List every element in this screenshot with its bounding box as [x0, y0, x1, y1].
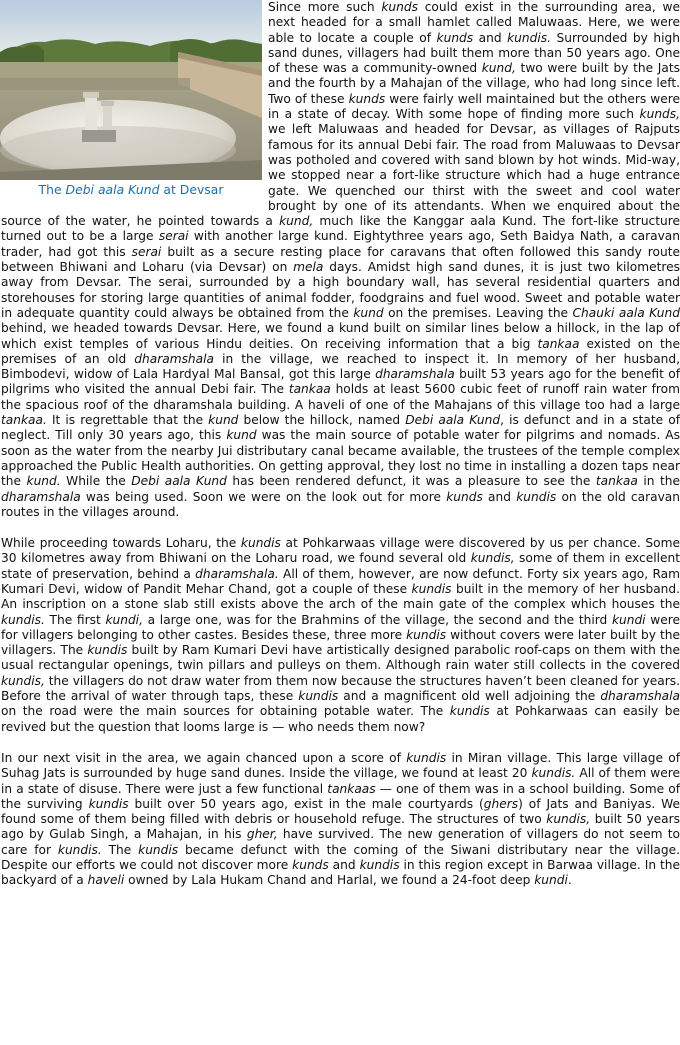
text-run: we left Maluwaas and headed for Devsar, as villages of Rajputs famous for its annual Debi fair. The road from Maluwaas to Devsar was potholed and covered with sand blown by hot winds. Mid-way, we stopped near a fort-like structure which had a huge entrance gate. We quenched our thirst with the sweet and cool water brought by one of its attendants. When we enquired about the source of the water, he pointed towards a	[1, 122, 680, 229]
text-run: days. Amidst high sand dunes, it is just two kilometres away from Devsar. The serai, surrounded by a high boundary wall, has several residential quarters and storehouses for storing large quantities of animal fodder, foodgrains and fuel wood. Sweet and potable water in adequate quantity could always be obtained from the	[1, 260, 680, 320]
italic-term: Debi aala Kund	[131, 474, 227, 489]
text-run: without covers were later built by the villagers. The	[1, 627, 680, 658]
text-run: built 53 years ago for the benefit of pilgrims who visited the annual Debi fair. The	[1, 367, 680, 397]
text-run: two were built by the Jats and the fourth by a Mahajan of the village, who had long since left. Two of these	[268, 61, 680, 106]
text-run: All of them were in a state of disuse. There were just a few functional	[1, 766, 680, 796]
italic-term: kunds	[446, 489, 483, 504]
text-run: built as a secure resting place for caravans that often followed this sandy route between Bhiwani and Loharu (via Devsar) on	[1, 244, 680, 275]
caption-location: at Devsar	[159, 182, 224, 197]
italic-term: kundis	[88, 796, 129, 811]
italic-term: kund,	[481, 61, 516, 76]
paragraph-miran	[1, 751, 680, 889]
figure-caption	[0, 181, 262, 198]
italic-term: kundis.	[507, 30, 551, 45]
kund-photo	[0, 0, 262, 180]
text-run: on the road were the main sources for obtaining potable water. The	[1, 704, 450, 719]
italic-term: tankaa	[288, 382, 331, 397]
italic-term: kund	[353, 305, 384, 320]
italic-term: kundis	[406, 627, 447, 642]
italic-term: tankaa	[537, 336, 580, 351]
text-run: built over 50 years ago, exist in the male courtyards (	[128, 796, 484, 811]
text-run: and	[482, 489, 517, 504]
italic-term: kundis	[87, 643, 128, 658]
italic-term: haveli	[87, 873, 125, 888]
text-run: While proceeding towards Loharu, the	[1, 536, 241, 551]
text-run: the villagers do not draw water from them now because the structures haven’t been cleaned for years. Before the arrival of water through taps, these	[1, 673, 680, 704]
italic-term: kundis,	[1, 673, 45, 688]
italic-term: kundis.	[531, 766, 576, 781]
text-run: at Pohkarwaas can easily be revived but the question that looms large is — who needs them now?	[1, 704, 680, 734]
figure	[0, 0, 262, 198]
caption-text: The	[38, 182, 66, 197]
italic-term: serai	[158, 229, 189, 244]
italic-term: kundi	[534, 873, 568, 888]
italic-term: kundis	[240, 536, 281, 551]
italic-term: tankaas	[327, 781, 376, 796]
text-run: with another large kund. Eightythree years ago, Seth Baidya Nath, a caravan trader, had got this	[1, 229, 680, 259]
italic-term: serai	[131, 244, 162, 259]
text-run: In our next visit in the area, we again chanced upon a score of	[1, 750, 407, 765]
italic-term: dharamshala	[1, 489, 81, 504]
italic-term: kund	[208, 413, 239, 428]
text-run: was the main source of potable water for pilgrims and nomads. As soon as the water from the nearby Jui distributary canal became available, the trustees of the temple complex approached the Public Health authorities. On getting approval, they lost no time in installing a dozen taps near the	[1, 428, 680, 489]
text-run: It is regrettable that the	[46, 413, 209, 428]
text-run: in the village, we reached to inspect it. In memory of her husband, Bimbodevi, widow of Lala Hardyal Mal Bansal, got this large	[1, 351, 680, 382]
text-run: built by Ram Kumari Devi have artistically designed parabolic roof-caps on them with the usual rectangular openings, twin pillars and pulleys on them. Although rain water still collects in the covered	[1, 643, 680, 673]
text-run: owned by Lala Hukam Chand and Harlal, we found a 24-foot deep	[124, 873, 535, 888]
italic-term: kundis.	[1, 612, 45, 627]
italic-term: kundis	[411, 581, 452, 596]
text-run: The first	[44, 612, 106, 627]
italic-term: kundi,	[105, 612, 143, 627]
text-run: existed on the premises of an old	[1, 336, 680, 366]
italic-term: Chauki aala Kund	[572, 305, 680, 320]
italic-term: kundis	[516, 489, 557, 504]
italic-term: kunds	[436, 30, 474, 45]
italic-term: kundis,	[470, 551, 515, 566]
text-run: Since more such	[268, 0, 382, 14]
text-run: All of them, however, are now defunct. Forty six years ago, Ram Kumari Devi, widow of Pandit Mehar Chand, got a couple of these	[1, 566, 680, 596]
text-run: were for villagers belonging to other castes. Besides these, three more	[1, 612, 680, 642]
text-run: .	[567, 873, 572, 888]
text-run: behind, we headed towards Devsar. Here, we found a kund built on similar lines below a hillock, in the lap of which exist temples of various Hindu deities. On receiving information that a big	[1, 321, 680, 351]
text-run: could exist in the surrounding area, we next headed for a small hamlet called Maluwaas. Here, we were able to locate a couple of	[268, 0, 680, 45]
text-run: on the premises. Leaving the	[383, 305, 573, 320]
text-run: holds at least 5600 cubic feet of runoff rain water from the spacious roof of the dharamshala building. A haveli of one of the Mahajans of this village too had a large	[1, 382, 680, 412]
text-run: and	[473, 30, 508, 45]
text-run: and a magnificent old well adjoining the	[338, 689, 601, 704]
italic-term: kund.	[26, 474, 61, 489]
text-run: in Miran village. This large village of Suhag Jats is surrounded by huge sand dunes. Inside the village, we found at least 20	[1, 750, 680, 781]
caption-kund-name: Debi aala Kund	[65, 182, 160, 197]
text-run: built 50 years ago by Gulab Singh, a Mahajan, in his	[1, 812, 680, 842]
italic-term: kundi	[611, 612, 646, 627]
text-run: built in the memory of her husband. An inscription on a stone slab still exists above the arch of the main gate of the complex which houses the	[1, 581, 680, 612]
italic-term: tankaa	[595, 474, 638, 489]
italic-term: Debi aala Kund	[405, 413, 501, 428]
italic-term: kundis.	[57, 842, 102, 857]
italic-term: kundis	[298, 689, 339, 704]
italic-term: ghers	[483, 796, 519, 811]
text-run: — one of them was in a school building. Some of the surviving	[1, 781, 680, 811]
italic-term: kunds,	[639, 107, 680, 122]
italic-term: kundis	[359, 858, 400, 873]
italic-term: kundis	[406, 750, 447, 765]
italic-term: dharamshala.	[195, 566, 279, 581]
italic-term: dharamshala	[600, 689, 680, 704]
text-run: , is defunct and in a state of neglect. Till only 30 years ago, this	[1, 413, 680, 443]
italic-term: kund	[226, 428, 257, 443]
italic-term: kundis,	[546, 812, 591, 827]
text-run: were fairly well maintained but the others were in a state of decay. With some hope of finding more such	[268, 91, 680, 122]
text-run: The	[101, 842, 139, 857]
italic-term: gher,	[246, 827, 278, 842]
text-run: became defunct with the coming of the Siwani distributary near the village. Despite our efforts we could not discover more	[1, 842, 680, 873]
text-run: on the old caravan routes in the villages around.	[1, 489, 680, 519]
italic-term: dharamshala	[375, 367, 455, 382]
text-run: below the hillock, named	[238, 413, 406, 428]
italic-term: kundis	[138, 842, 179, 857]
paragraph-devsar	[1, 0, 680, 520]
text-run: some of them in excellent state of preservation, behind a	[1, 551, 680, 581]
text-run: While the	[60, 474, 132, 489]
italic-term: dharamshala	[134, 351, 214, 366]
text-run: Surrounded by high sand dunes, villagers had built them more than 50 years ago. One of these was a community-owned	[268, 30, 680, 76]
text-run: ) of Jats and Baniyas. We found some of them being filled with debris or household refuge. The structures of two	[1, 796, 680, 827]
italic-term: kunds	[292, 858, 329, 873]
text-run: at Pohkarwaas village were discovered by us per chance. Some 30 kilometres away from Bhiwani on the Loharu road, we found several old	[1, 536, 680, 566]
italic-term: kund,	[279, 214, 314, 229]
text-run: have survived. The new generation of villagers do not seem to care for	[1, 827, 680, 857]
italic-term: kunds	[381, 0, 418, 14]
text-run: in the	[637, 474, 680, 489]
italic-term: tankaa.	[1, 413, 47, 428]
italic-term: kundis	[449, 704, 490, 719]
text-run: has been rendered defunct, it was a pleasure to see the	[226, 474, 596, 489]
text-run: in this region except in Barwaa village. In the backyard of a	[1, 858, 680, 888]
text-run: and	[328, 858, 360, 873]
paragraph-pohkarwaas	[1, 536, 680, 735]
italic-term: kunds	[348, 91, 386, 106]
text-run: was being used. Soon we were on the look out for more	[80, 489, 447, 504]
text-run: a large one, was for the Brahmins of the village, the second and the third	[142, 612, 612, 627]
text-run: much like the Kanggar aala Kund. The fort-like structure turned out to be a large	[1, 214, 680, 244]
italic-term: mela	[293, 260, 324, 275]
